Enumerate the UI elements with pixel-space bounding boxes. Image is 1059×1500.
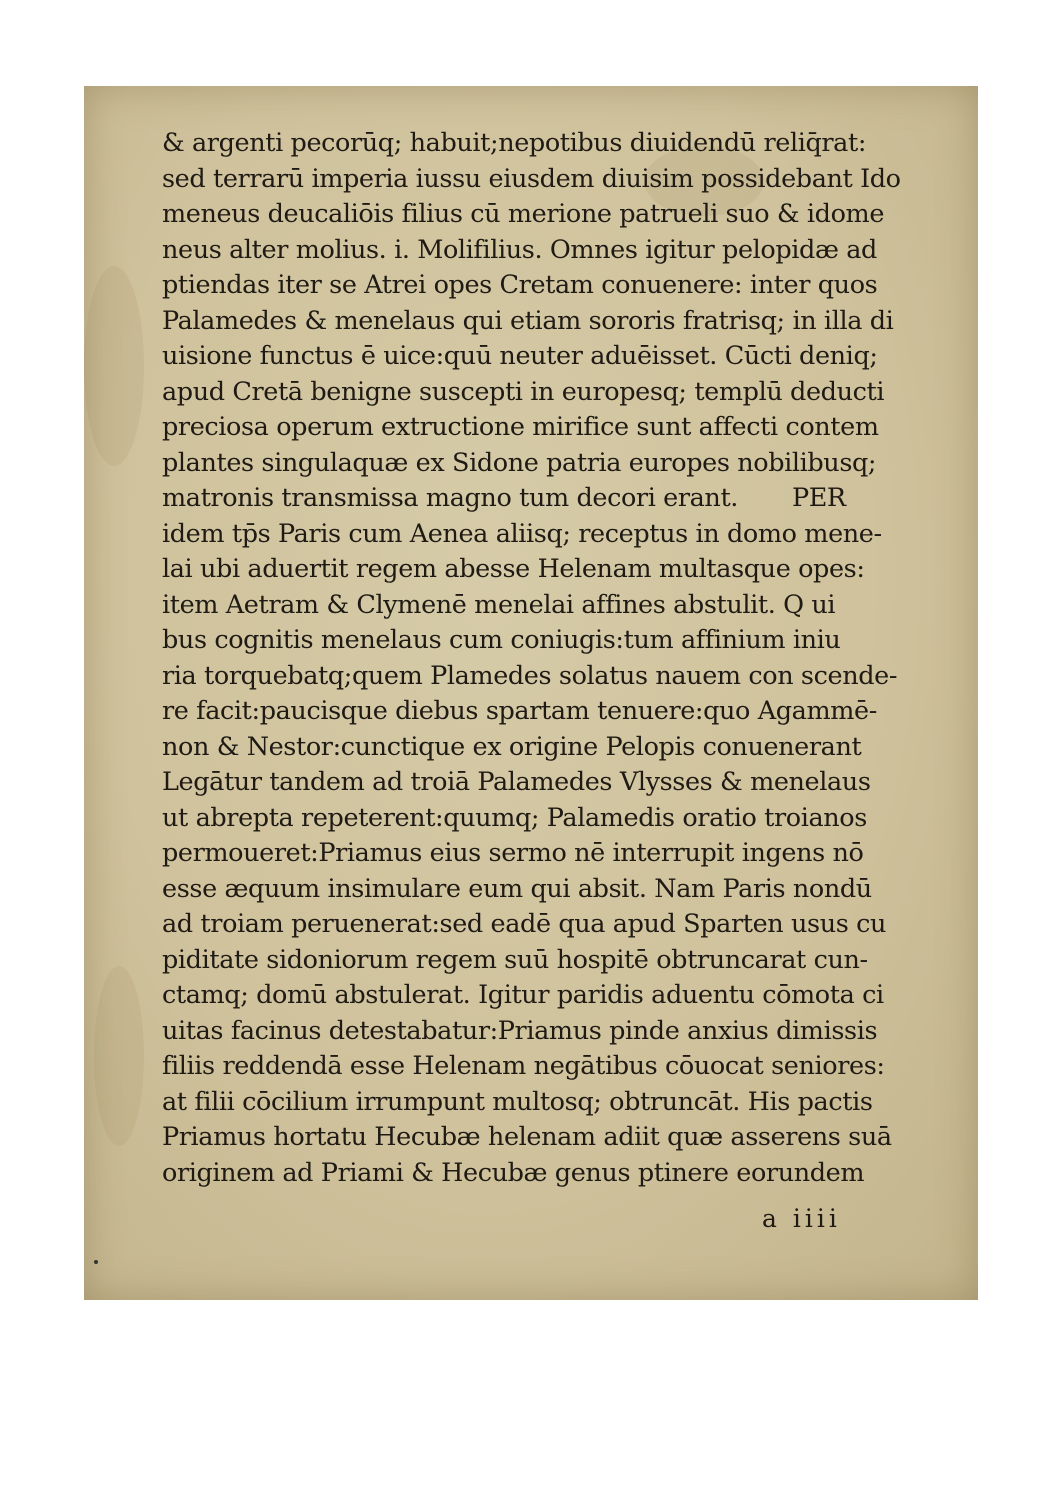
text-line: apud Cretā benigne suscepti in europesq; templū deducti [162,376,885,407]
text-line: lai ubi aduertit regem abesse Helenam multasque opes: [162,554,865,584]
text-line: Legātur tandem ad troiā Palamedes Vlysses & menelaus [162,767,871,797]
manuscript-page [84,86,978,1300]
text-line: Priamus hortatu Hecubæ helenam adiit quæ asserens suā [162,1122,892,1152]
text-block [162,126,962,1191]
text-line: at filii cōcilium irrumpunt multosq; obtruncāt. His pactis [162,1086,873,1117]
text-line: permoueret:Priamus eius sermo nē interrupit ingens nō [162,838,864,868]
text-line: ad troiam peruenerat:sed eadē qua apud Sparten usus cu [162,909,887,939]
text-line: non & Nestor:cunctique ex origine Pelopis conuenerant [162,731,862,762]
text-line: neus alter molius. i. Molifilius. Omnes igitur pelopidæ ad [162,234,877,265]
text-line: idem tp̄s Paris cum Aenea aliisq; receptus in domo mene- [162,518,882,549]
paper-stain [94,966,144,1146]
text-line: filiis reddendā esse Helenam negātibus cōuocat seniores: [162,1051,885,1081]
text-line: item Aetram & Clymenē menelai affines abstulit. Q ui [162,589,836,620]
text-line: piditate sidoniorum regem suū hospitē obtruncarat cun- [162,944,868,975]
ink-dot [94,1260,98,1264]
text-line: preciosa operum extructione mirifice sunt affecti contem [162,412,879,442]
text-line: uisione functus ē uice:quū neuter aduēisset. Cūcti deniq; [162,341,878,371]
text-line: sed terrarū imperia iussu eiusdem diuisim possidebant Ido [162,163,901,194]
text-line: Palamedes & menelaus qui etiam sororis fratrisq; in illa di [162,305,894,336]
text-line: & argenti pecorūq; habuit;nepotibus diuidendū reliq̄rat: [162,128,867,158]
text-line: plantes singulaquæ ex Sidone patria europes nobilibusq; [162,447,877,478]
text-line: esse æquum insimulare eum qui absit. Nam Paris nondū [162,873,872,904]
text-line: ptiendas iter se Atrei opes Cretam conuenere: inter quos [162,270,878,300]
paper-stain [84,266,144,466]
text-line: uitas facinus detestabatur:Priamus pinde anxius dimissis [162,1015,878,1046]
text-line: ria torquebatq;quem Plamedes solatus nauem con scende- [162,660,898,691]
text-line: matronis transmissa magno tum decori erant. PER [162,483,846,513]
signature-mark: a iiii [762,1204,841,1233]
text-line: meneus deucaliōis filius cū merione patrueli suo & idome [162,199,885,229]
text-line: ut abrepta repeterent:quumq; Palamedis oratio troianos [162,802,867,833]
text-line: ctamq; domū abstulerat. Igitur paridis aduentu cōmota ci [162,980,884,1010]
text-line: re facit:paucisque diebus spartam tenuere:quo Agammē- [162,696,877,726]
text-line: bus cognitis menelaus cum coniugis:tum affinium iniu [162,625,841,655]
text-line: originem ad Priami & Hecubæ genus ptinere eorundem [162,1157,865,1188]
